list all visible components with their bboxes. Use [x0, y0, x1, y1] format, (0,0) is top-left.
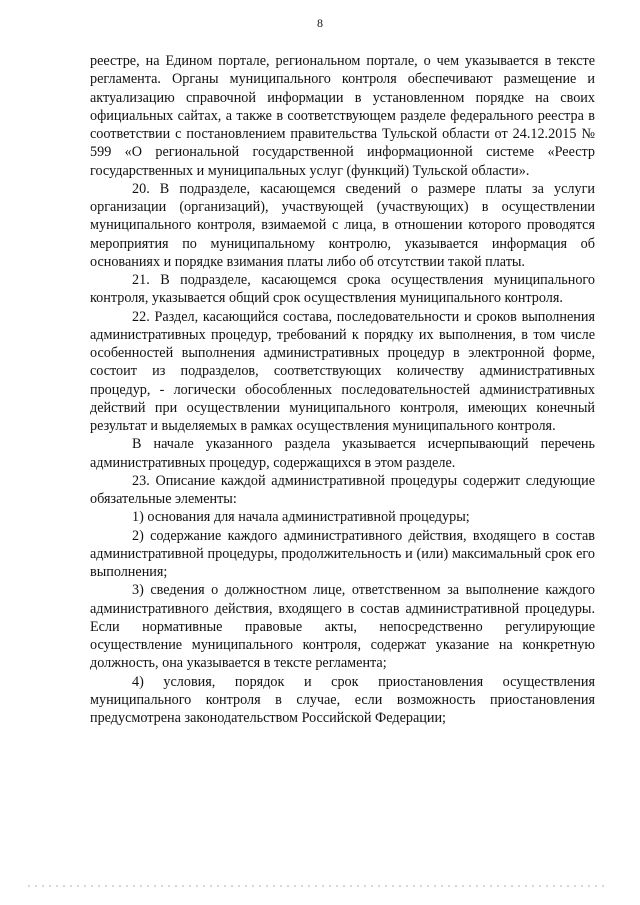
paragraph-continuation: реестре, на Едином портале, региональном портале, о чем указывается в тексте регламента. Органы муниципального контроля обеспечивают размещение и актуализацию справочной информации в установленном порядке на своих официальных сайтах, а также в соответствующем разделе федерального реестра в соответствии с постановлением правительства Тульской области от 24.12.2015 № 599 «О региональной государственной информационной системе «Реестр государственных и муниципальных услуг (функций) Тульской области». [90, 53, 595, 179]
paragraph-21: 21. В подразделе, касающемся срока осуществления муниципального контроля, указывается общий срок осуществления муниципального контроля. [90, 272, 595, 307]
document-body [90, 52, 595, 727]
paragraph-23: 23. Описание каждой административной процедуры содержит следующие обязательные элементы: [90, 472, 595, 507]
scan-artifact-line [28, 885, 608, 887]
list-item-2: 2) содержание каждого административного действия, входящего в состав административной процедуры, продолжительность и (или) максимальный срок его выполнения; [90, 527, 595, 580]
list-item-4: 4) условия, порядок и срок приостановления осуществления муниципального контроля в случае, если возможность приостановления предусмотрена законодательством Российской Федерации; [90, 673, 595, 726]
page-number: 8 [317, 16, 323, 30]
paragraph-20: 20. В подразделе, касающемся сведений о размере платы за услуги организации (организаций), участвующей (участвующих) в осуществлении муниципального контроля, взимаемой с лица, в отношении которого проводятся мероприятия по муниципальному контролю, указывается информация об основаниях и порядке взимания платы либо об отсутствии такой платы. [90, 180, 595, 270]
paragraph-22-note: В начале указанного раздела указывается исчерпывающий перечень административных процедур, содержащихся в этом разделе. [90, 436, 595, 471]
paragraph-22: 22. Раздел, касающийся состава, последовательности и сроков выполнения административных процедур, требований к порядку их выполнения, в том числе особенностей выполнения административных процедур в электронной форме, состоит из подразделов, соответствующих количеству административных процедур, - логически обособленных последовательностей административных действий при осуществлении муниципального контроля, имеющих конечный результат и выделяемых в рамках осуществления муниципального контроля. [90, 308, 595, 434]
list-item-1: 1) основания для начала административной процедуры; [132, 509, 470, 526]
list-item-3: 3) сведения о должностном лице, ответственном за выполнение каждого административного действия, входящего в состав административной процедуры. Если нормативные правовые акты, непосредственно регулирующие осуществление муниципального контроля, содержат указание на конкретную должность, она указывается в тексте регламента; [90, 582, 595, 672]
